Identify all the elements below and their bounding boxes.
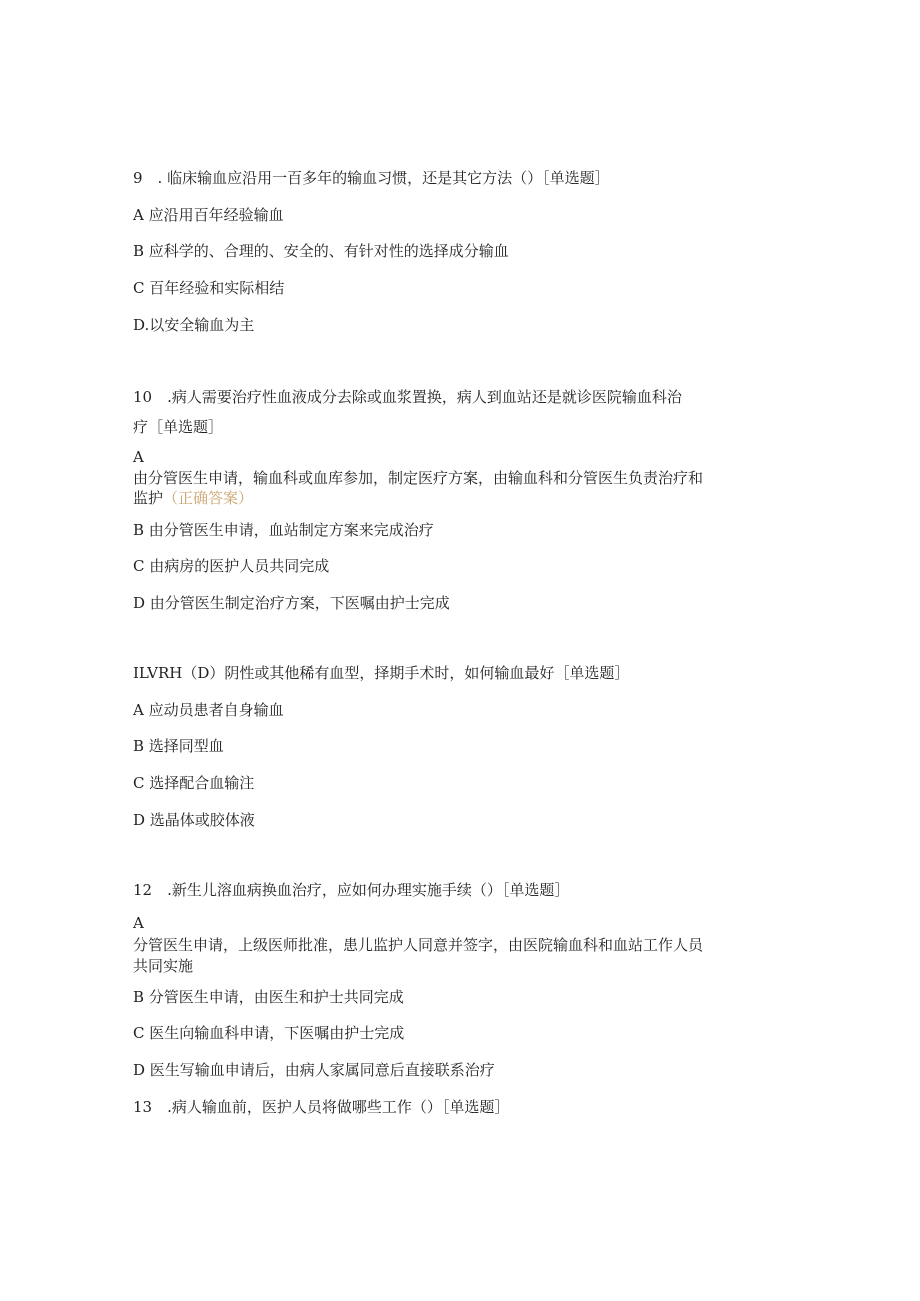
question-9-option-b: B 应科学的、合理的、安全的、有针对性的选择成分输血 [133,242,509,260]
question-11-title: ILVRH（D）阴性或其他稀有血型，择期手术时，如何输血最好［单选题］ [133,664,630,682]
question-10-title-line-1: 10 .病人需要治疗性血液成分去除或血浆置换，病人到血站还是就诊医院输血科治 [133,388,682,406]
question-11-option-c: C 选择配合血输注 [133,774,255,792]
question-13-title: 13 .病人输血前，医护人员将做哪些工作（）［单选题］ [133,1098,510,1116]
question-12-option-a-line-2: 共同实施 [133,957,194,975]
question-12-title: 12 .新生儿溶血病换血治疗，应如何办理实施手续（）［单选题］ [133,881,570,899]
question-9-option-c: C 百年经验和实际相结 [133,279,285,297]
question-12-option-b: B 分管医生申请，由医生和护士共同完成 [133,988,404,1006]
question-10-option-a-line-2 [133,488,253,508]
question-12-option-c: C 医生向输血科申请，下医嘱由护士完成 [133,1024,405,1042]
correct-answer-mark: （正确答案） [163,489,254,507]
question-11-option-a: A 应动员患者自身输血 [133,701,284,719]
question-10-option-d: D 由分管医生制定治疗方案，下医嘱由护士完成 [133,594,450,612]
question-12-option-a-line-1: 分管医生申请，上级医师批准，患儿监护人同意并签字，由医院输血科和血站工作人员 [133,936,704,954]
question-9-option-a: A 应沿用百年经验输血 [133,206,284,224]
question-10-option-a-line-1: 由分管医生申请，输血科或血库参加，制定医疗方案，由输血科和分管医生负责治疗和 [133,469,704,487]
question-10-option-a-letter: A [133,448,144,466]
question-10-option-a-text: 监护 [133,489,164,507]
question-12-option-d: D 医生写输血申请后，由病人家属同意后直接联系治疗 [133,1061,495,1079]
question-10-option-c: C 由病房的医护人员共同完成 [133,557,330,575]
question-9-title: 9 . 临床输血应沿用一百多年的输血习惯，还是其它方法（）［单选题］ [133,169,610,187]
question-10-title-line-2: 疗［单选题］ [133,418,224,436]
question-10-option-b: B 由分管医生申请，血站制定方案来完成治疗 [133,521,434,539]
question-9-option-d: D.以安全输血为主 [133,316,255,334]
question-12-option-a-letter: A [133,914,144,932]
question-11-option-d: D 选晶体或胶体液 [133,811,255,829]
question-11-option-b: B 选择同型血 [133,737,224,755]
